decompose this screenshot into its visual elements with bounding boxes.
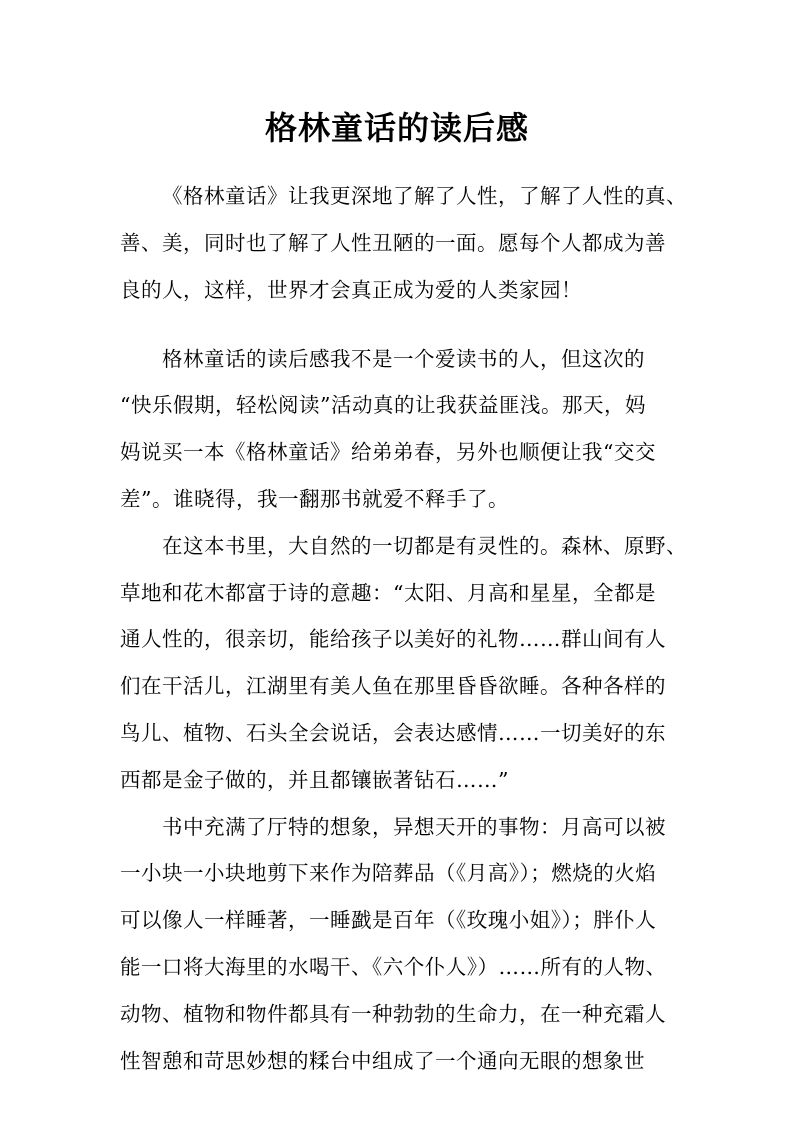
paragraph-line: 妈说买一本《格林童话》给弟弟春，另外也顺便让我“交交 [120, 440, 656, 464]
paragraph-line: 通人性的，很亲切，能给孩子以美好的礼物……群山间有人 [120, 627, 666, 651]
paragraph-line: “快乐假期，轻松阅读”活动真的让我获益匪浅。那天，妈 [120, 393, 646, 417]
paragraph-line: 能一口将大海里的水喝干、《六个仆人》）……所有的人物、 [120, 955, 667, 979]
paragraph-line: 在这本书里，大自然的一切都是有灵性的。森林、原野、 [162, 534, 687, 558]
paragraph-line: 西都是金子做的，并且都镶嵌著钻石……” [120, 768, 509, 792]
paragraph-line: 书中充满了厅特的想象，异想天开的事物：月高可以被 [162, 815, 666, 839]
paragraph-line: 善、美，同时也了解了人性丑陋的一面。愿每个人都成为善 [120, 231, 666, 255]
paragraph-line: 们在干活儿，江湖里有美人鱼在那里昏昏欲睡。各种各样的 [120, 674, 666, 698]
paragraph-line: 性智憩和苛思妙想的糅台中组成了一个通向无眼的想象世 [120, 1049, 645, 1073]
paragraph-line: 《格林童话》让我更深地了解了人性，了解了人性的真、 [162, 184, 687, 208]
paragraph-line: 可以像人一样睡著，一睡戤是百年（《玫瑰小姐》）；胖仆人 [120, 908, 657, 932]
paragraph-line: 格林童话的读后感我不是一个爱读书的人，但这次的 [162, 347, 645, 371]
document-title: 格林童话的读后感 [264, 109, 529, 147]
paragraph-line: 鸟儿、植物、石头全会说话，会表达感情……一切美好的东 [120, 721, 666, 745]
paragraph-line: 草地和花木都富于诗的意趣：“太阳、月高和星星，全都是 [120, 581, 656, 605]
paragraph-line: 差”。谁晓得，我一翻那书就爱不释手了。 [120, 487, 509, 511]
paragraph-line: 一小块一小块地剪下来作为陪葬品（《月高》）；燃烧的火焰 [120, 861, 657, 885]
paragraph-line: 良的人，这样，世界才会真正成为爱的人类家园！ [120, 278, 582, 302]
paragraph-line: 动物、植物和物件都具有一种勃勃的生命力，在一种充霜人 [120, 1002, 666, 1026]
